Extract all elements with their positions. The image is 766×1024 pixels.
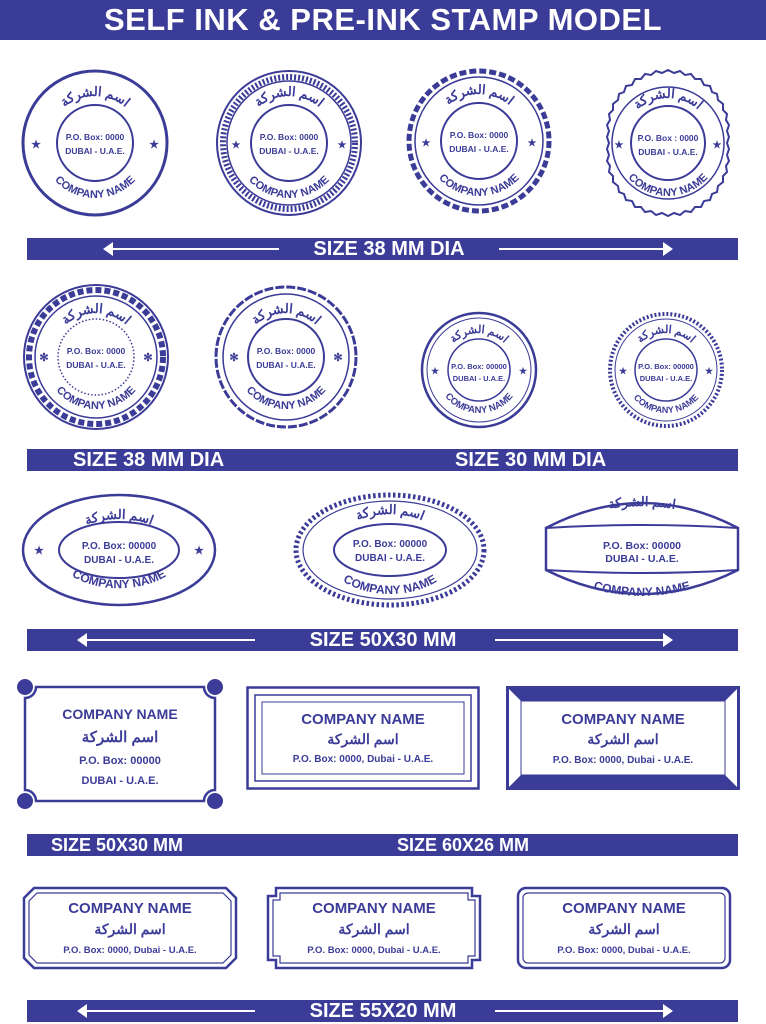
flower-icon: ✻ xyxy=(333,352,343,364)
flower-icon: ✻ xyxy=(229,352,239,364)
svg-text:COMPANY NAME xyxy=(436,172,521,199)
stamp-rect-stepped xyxy=(266,886,482,970)
stamp-rect-rounded xyxy=(516,886,732,970)
company-name: COMPANY NAME xyxy=(562,900,686,917)
pobox-line: P.O. Box: 0000, Dubai - U.A.E. xyxy=(552,755,694,766)
city-text: DUBAI - U.A.E. xyxy=(65,146,125,156)
city-text: DUBAI - U.A.E. xyxy=(638,147,698,157)
stamp-round-rope xyxy=(214,68,364,218)
company-name: COMPANY NAME xyxy=(592,578,692,600)
arrow-right-icon xyxy=(663,633,673,647)
company-name: COMPANY NAME xyxy=(246,173,332,202)
city-text: DUBAI - U.A.E. xyxy=(639,374,693,383)
city-text: DUBAI - U.A.E. xyxy=(605,553,679,565)
pobox-text: P.O. Box: 00000 xyxy=(638,362,694,371)
company-name: COMPANY NAME xyxy=(68,900,192,917)
svg-text:اسم الشركة xyxy=(353,502,427,523)
pobox-text: P.O. Box: 0000 xyxy=(256,346,316,356)
svg-text:COMPANY NAME xyxy=(54,384,138,412)
pobox-text: P.O. Box: 0000 xyxy=(449,130,509,140)
star-icon: ★ xyxy=(194,545,204,557)
pobox-text: P.O. Box: 0000 xyxy=(66,346,126,356)
pobox-text: P.O. Box: 00000 xyxy=(602,540,682,552)
arabic-name: اسم الشركة xyxy=(447,323,511,346)
svg-text:اسم الشركة xyxy=(630,86,706,112)
city-text: DUBAI - U.A.E. xyxy=(81,775,159,787)
star-icon: ★ xyxy=(34,545,44,557)
arabic-name: اسم الشركة xyxy=(588,921,660,937)
size-bar-row4 xyxy=(27,834,738,856)
size-bar-row1 xyxy=(27,238,738,260)
star-icon: ★ xyxy=(31,139,41,151)
stamp-oval-serrated xyxy=(293,492,487,608)
star-icon: ★ xyxy=(614,140,624,151)
stamp-round-chain xyxy=(404,66,554,216)
svg-text:COMPANY NAME xyxy=(244,384,328,412)
company-name: COMPANY NAME xyxy=(52,173,138,202)
pobox-line: P.O. Box: 0000, Dubai - U.A.E. xyxy=(307,945,441,956)
pobox-text: P.O. Box: 00000 xyxy=(79,755,161,767)
star-icon: ★ xyxy=(618,366,628,376)
flower-icon: ✻ xyxy=(143,352,153,364)
star-icon: ★ xyxy=(149,139,159,151)
arrow-right-icon xyxy=(663,242,673,256)
svg-text:COMPANY NAME xyxy=(70,566,168,591)
page-title: SELF INK & PRE-INK STAMP MODEL xyxy=(0,0,766,40)
size-label-right: SIZE 30 MM DIA xyxy=(455,449,607,471)
arabic-name: اسم الشركة xyxy=(630,85,707,112)
size-label-left: SIZE 50X30 MM xyxy=(51,835,184,855)
svg-text:COMPANY NAME xyxy=(626,171,711,199)
city-text: DUBAI - U.A.E. xyxy=(66,360,126,370)
star-icon: ★ xyxy=(231,140,241,151)
city-text: DUBAI - U.A.E. xyxy=(84,555,154,566)
stamp-rect-notched xyxy=(22,684,218,804)
pobox-line: P.O. Box: 0000, Dubai - U.A.E. xyxy=(292,754,434,765)
city-text: DUBAI - U.A.E. xyxy=(355,553,425,564)
pobox-text: P.O. Box: 00000 xyxy=(81,541,157,552)
company-name: COMPANY NAME xyxy=(561,711,685,728)
arabic-name: اسم الشركة xyxy=(327,731,399,747)
size-bar-row5 xyxy=(27,1000,738,1022)
arabic-name: اسم الشركة xyxy=(338,921,410,937)
arabic-name: اسم الشركة xyxy=(58,300,135,328)
stamp-round-small xyxy=(420,311,538,429)
size-label-right: SIZE 60X26 MM xyxy=(397,835,530,855)
star-icon: ★ xyxy=(518,366,528,376)
svg-text:COMPANY NAME xyxy=(592,578,691,599)
stamp-rect-bevel xyxy=(506,686,740,790)
arabic-name: اسم الشركة xyxy=(251,83,327,110)
svg-text:اسم الشركة xyxy=(248,301,324,327)
svg-text:اسم الشركة xyxy=(607,494,677,512)
pobox-text: P.O. Box : 0000 xyxy=(637,133,699,143)
pobox-line: P.O. Box: 0000, Dubai - U.A.E. xyxy=(557,945,691,956)
stamp-rect-chamfered xyxy=(22,886,238,970)
stamp-round-serrated xyxy=(595,70,741,216)
pobox-text: P.O. Box: 0000 xyxy=(65,132,125,142)
size-label-left: SIZE 38 MM DIA xyxy=(73,449,225,471)
star-icon: ★ xyxy=(704,366,714,376)
arabic-name: اسم الشركة xyxy=(57,83,133,110)
arabic-name: اسم الشركة xyxy=(634,323,698,346)
star-icon: ★ xyxy=(712,140,722,151)
arabic-name: اسم الشركة xyxy=(248,300,325,328)
company-name: COMPANY NAME xyxy=(442,390,516,417)
city-text: DUBAI - U.A.E. xyxy=(259,146,319,156)
pobox-line: P.O. Box: 0000, Dubai - U.A.E. xyxy=(63,945,197,956)
stamp-round-scalloped xyxy=(212,283,360,431)
svg-text:COMPANY NAME xyxy=(52,174,137,201)
pobox-text: P.O. Box: 00000 xyxy=(451,362,507,371)
arabic-name: اسم الشركة xyxy=(94,921,166,937)
company-name: COMPANY NAME xyxy=(53,384,139,413)
size-bar-row3 xyxy=(27,629,738,651)
company-name: COMPANY NAME xyxy=(631,392,701,416)
company-name: COMPANY NAME xyxy=(436,171,522,200)
svg-text:COMPANY NAME xyxy=(632,392,700,415)
svg-text:COMPANY NAME xyxy=(443,391,516,416)
flower-icon: ✻ xyxy=(39,352,49,364)
city-text: DUBAI - U.A.E. xyxy=(256,360,316,370)
stamp-round-braid xyxy=(22,283,170,431)
arabic-name: اسم الشركة xyxy=(82,506,156,528)
size-label: SIZE 50X30 MM xyxy=(309,629,457,651)
company-name: COMPANY NAME xyxy=(70,566,168,592)
arabic-name: اسم الشركة xyxy=(441,81,517,108)
arabic-name: اسم الشركة xyxy=(353,501,427,524)
pobox-text: P.O. Box: 00000 xyxy=(352,539,428,550)
arabic-name: اسم الشركة xyxy=(607,493,677,512)
arabic-name: اسم الشركة xyxy=(81,729,159,746)
size-bar-row2 xyxy=(27,449,738,471)
arrow-right-icon xyxy=(663,1004,673,1018)
star-icon: ★ xyxy=(337,140,347,151)
company-name: COMPANY NAME xyxy=(62,706,178,722)
stamp-round-plain xyxy=(20,68,170,218)
company-name: COMPANY NAME xyxy=(625,171,711,200)
city-text: DUBAI - U.A.E. xyxy=(449,144,509,154)
arabic-name: اسم الشركة xyxy=(587,731,659,747)
stamp-oval-banner xyxy=(543,492,741,610)
stamp-round-small-serrated xyxy=(607,311,725,429)
svg-text:اسم الشركة xyxy=(448,324,511,346)
star-icon: ★ xyxy=(430,366,440,376)
stamp-oval-plain xyxy=(20,492,218,608)
size-label: SIZE 38 MM DIA xyxy=(313,238,465,260)
star-icon: ★ xyxy=(421,138,431,149)
city-text: DUBAI - U.A.E. xyxy=(452,374,506,383)
company-name: COMPANY NAME xyxy=(341,571,439,598)
company-name: COMPANY NAME xyxy=(301,711,425,728)
company-name: COMPANY NAME xyxy=(312,900,436,917)
svg-text:اسم الشركة xyxy=(83,507,156,528)
star-icon: ★ xyxy=(527,138,537,149)
company-name: COMPANY NAME xyxy=(243,384,329,413)
svg-text:اسم الشركة xyxy=(58,301,134,327)
size-label: SIZE 55X20 MM xyxy=(309,1000,457,1022)
pobox-text: P.O. Box: 0000 xyxy=(259,132,319,142)
stamp-rect-double xyxy=(246,686,480,790)
svg-text:اسم الشركة xyxy=(635,324,698,346)
